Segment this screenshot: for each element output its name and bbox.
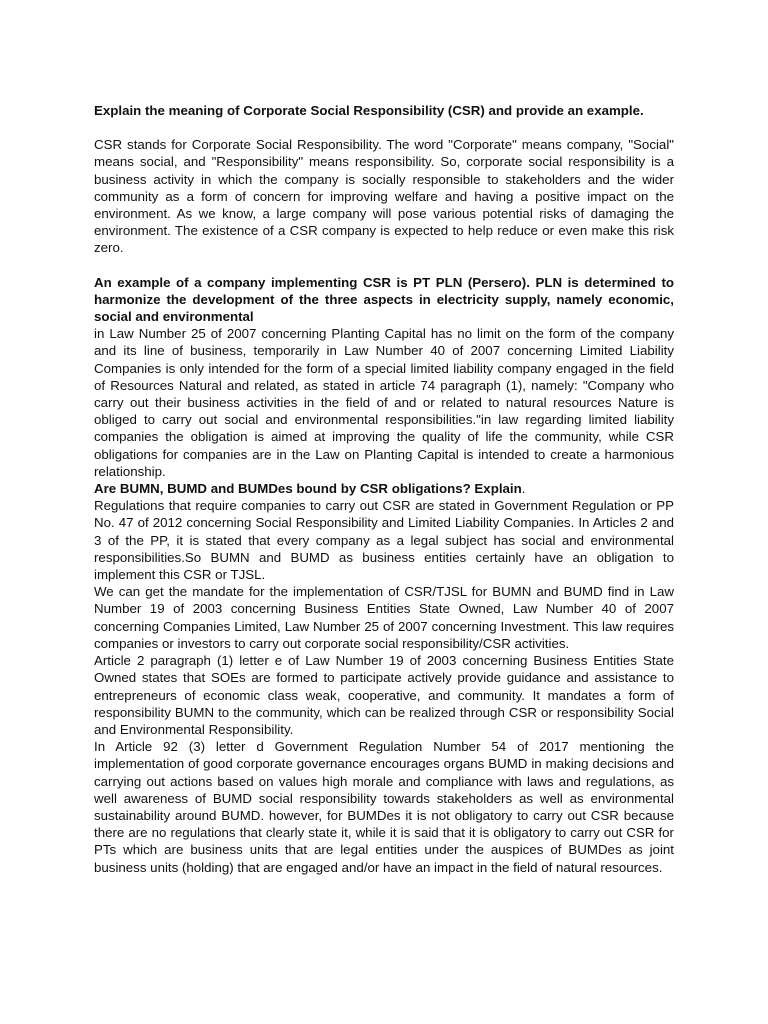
question-2-paragraph-1: Regulations that require companies to carry out CSR are stated in Government Regulation or PP No. 47 of 2012 concerning Social Responsibility and Limited Liability Companies. In Articles 2 and 3 of the PP, it is stated that every company as a legal subject has social and environmental responsibilities.So BUMN and BUMD as business entities certainly have an obligation to implement this CSR or TJSL.: [94, 498, 674, 583]
spacer: [94, 257, 674, 274]
question-2-paragraph-2: We can get the mandate for the implementation of CSR/TJSL for BUMN and BUMD find in Law Number 19 of 2003 concerning Business Entities State Owned, Law Number 40 of 2007 concerning Companies Limited, Law Number 25 of 2007 concerning Investment. This law requires companies or investors to carry out corporate social responsibility/CSR activities.: [94, 584, 674, 651]
question-2-paragraph-3: Article 2 paragraph (1) letter e of Law Number 19 of 2003 concerning Business Entities State Owned states that SOEs are formed to participate actively provide guidance and assistance to entrepreneurs of economic class weak, cooperative, and community. It mandates a form of responsibility BUMN to the community, which can be realized through CSR or responsibility Social and Environmental Responsibility.: [94, 653, 674, 737]
question-1-answer: CSR stands for Corporate Social Responsibility. The word "Corporate" means company, "Social" means social, and "Responsibility" means responsibility. So, corporate social responsibility is a business activity in which the company is socially responsible to stakeholders and the wider community as a form of concern for improving welfare and having a positive impact on the environment. As we know, a large company will pose various potential risks of damaging the environment. The existence of a CSR company is expected to help reduce or even make this risk zero.: [94, 137, 674, 256]
example-paragraph: in Law Number 25 of 2007 concerning Planting Capital has no limit on the form of the company and its line of business, temporarily in Law Number 40 of 2007 concerning Limited Liability Companies is only intended for the form of a special limited liability company engaged in the field of Resources Natural and related, as stated in article 74 paragraph (1), namely: "Company who carry out their business activities in the field of and or related to natural resources Nature is obliged to carry out social and environmental responsibilities."in law regarding limited liability companies the obligation is aimed at improving the quality of life the community, while CSR obligations for companies are in the Law on Planting Capital is intended to create a harmonious relationship.: [94, 326, 674, 479]
question-2-heading-period: .: [521, 481, 526, 497]
question-2-heading: Are BUMN, BUMD and BUMDes bound by CSR obligations? Explain: [94, 481, 522, 497]
spacer: [94, 119, 674, 136]
document-page: [94, 102, 674, 876]
example-heading: An example of a company implementing CSR is PT PLN (Persero). PLN is determined to harmonize the development of the three aspects in electricity supply, namely economic, social and environmental: [94, 274, 674, 325]
question-2-paragraph-4: In Article 92 (3) letter d Government Regulation Number 54 of 2017 mentioning the implementation of good corporate governance encourages organs BUMD in making decisions and carrying out actions based on values high morale and compliance with laws and regulations, as well awareness of BUMD social responsibility towards stakeholders as well as environmental sustainability around BUMD. however, for BUMDes it is not obligatory to carry out CSR because there are no regulations that clearly state it, while it is said that it is obligatory to carry out CSR for PTs which are business units that are legal entities under the auspices of BUMDes as joint business units (holding) that are engaged and/or have an impact in the field of natural resources.: [94, 739, 674, 875]
question-2-heading-line: [94, 480, 674, 497]
question-1-heading: Explain the meaning of Corporate Social Responsibility (CSR) and provide an example.: [94, 103, 644, 118]
